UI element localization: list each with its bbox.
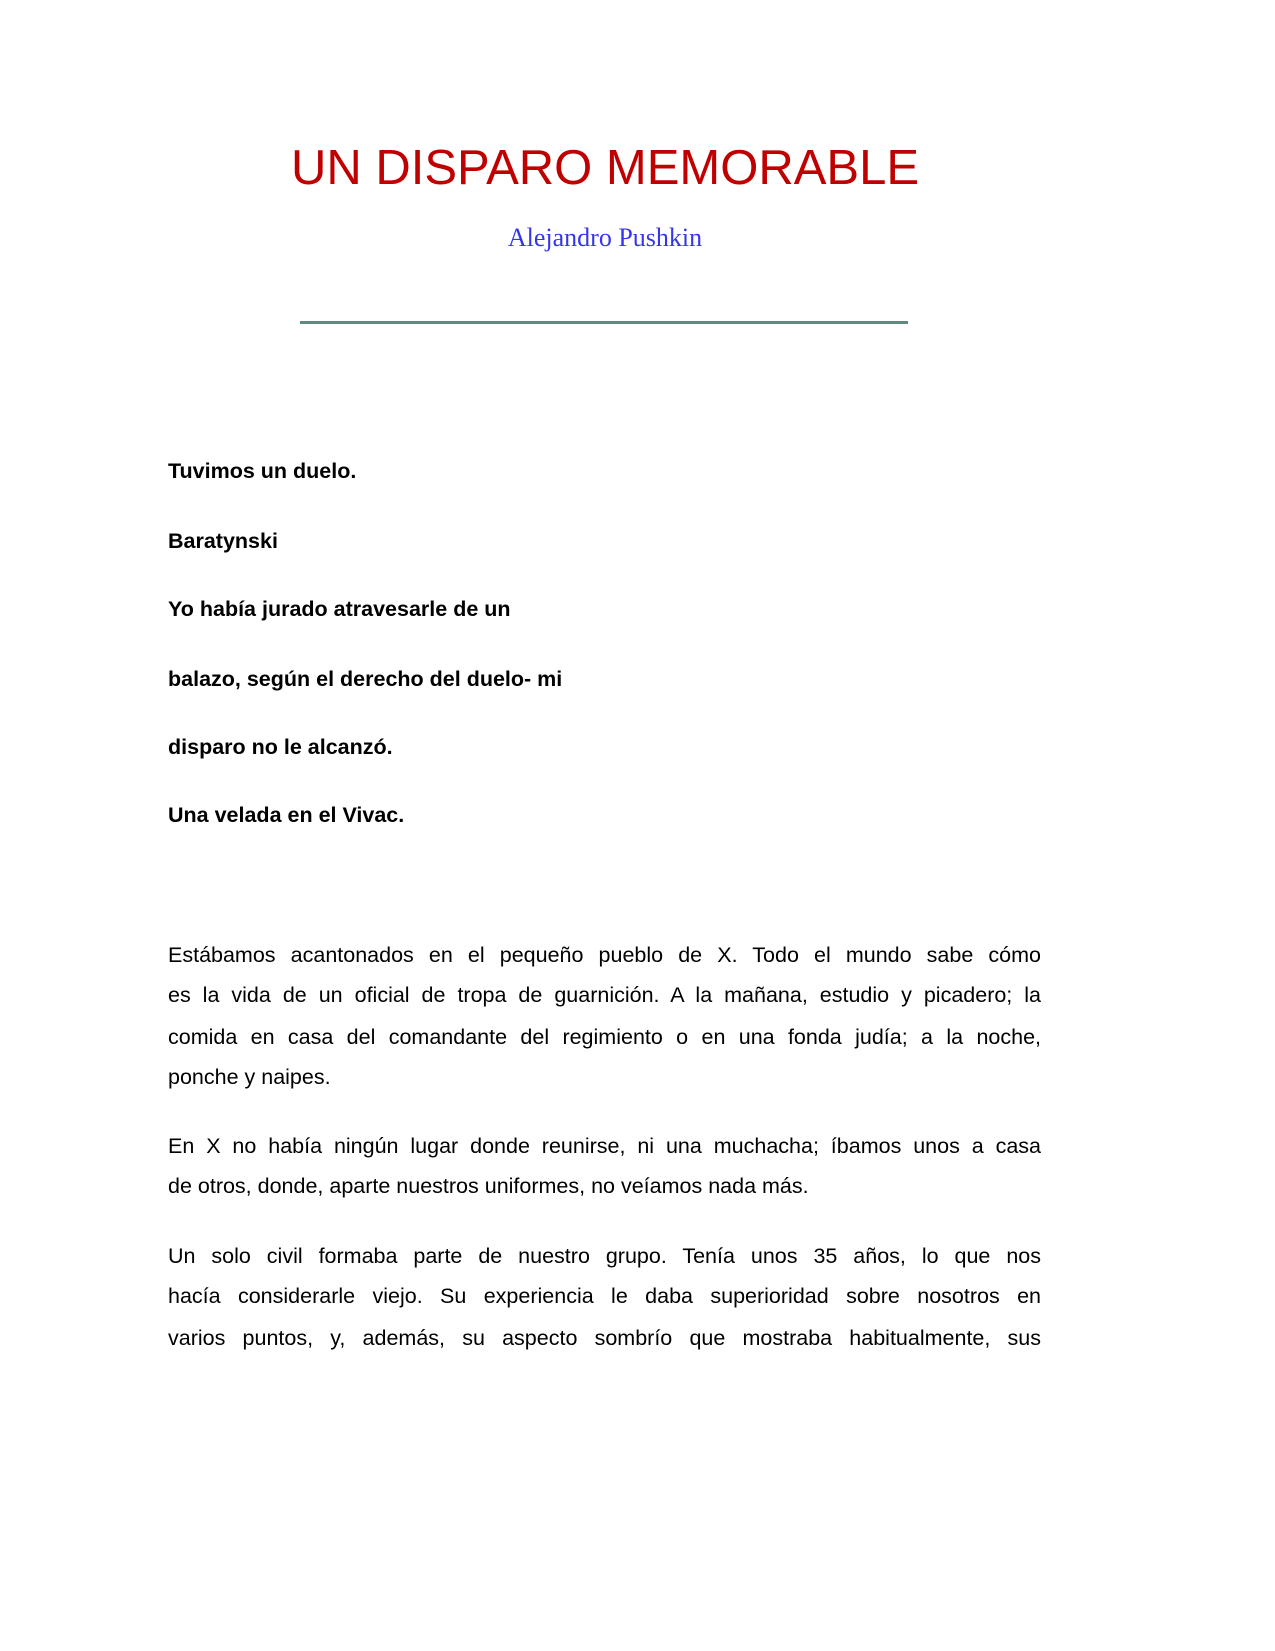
epigraph-line: balazo, según el derecho del duelo- mi: [168, 667, 563, 691]
epigraph-line: Yo había jurado atravesarle de un: [168, 597, 511, 621]
text-line: varios puntos, y, además, su aspecto sombrío que mostraba habitualmente, sus: [168, 1326, 1041, 1350]
document-title: UN DISPARO MEMORABLE: [290, 141, 920, 195]
author-name: Alejandro Pushkin: [507, 223, 703, 252]
text-line: Estábamos acantonados en el pequeño pueblo de X. Todo el mundo sabe cómo: [168, 943, 1041, 967]
epigraph-line: disparo no le alcanzó.: [168, 735, 393, 759]
epigraph-source: Una velada en el Vivac.: [168, 803, 405, 827]
text-line: Un solo civil formaba parte de nuestro grupo. Tenía unos 35 años, lo que nos: [168, 1244, 1041, 1268]
epigraph-line: Tuvimos un duelo.: [168, 459, 357, 483]
text-line: comida en casa del comandante del regimiento o en una fonda judía; a la noche,: [168, 1025, 1041, 1049]
text-line: ponche y naipes.: [168, 1065, 331, 1089]
horizontal-rule: [300, 321, 908, 324]
epigraph-attribution: Baratynski: [168, 529, 278, 553]
text-line: de otros, donde, aparte nuestros uniformes, no veíamos nada más.: [168, 1174, 809, 1198]
text-line: hacía considerarle viejo. Su experiencia le daba superioridad sobre nosotros en: [168, 1284, 1041, 1308]
text-line: En X no había ningún lugar donde reunirse, ni una muchacha; íbamos unos a casa: [168, 1134, 1041, 1158]
text-line: es la vida de un oficial de tropa de guarnición. A la mañana, estudio y picadero; la: [168, 983, 1041, 1007]
